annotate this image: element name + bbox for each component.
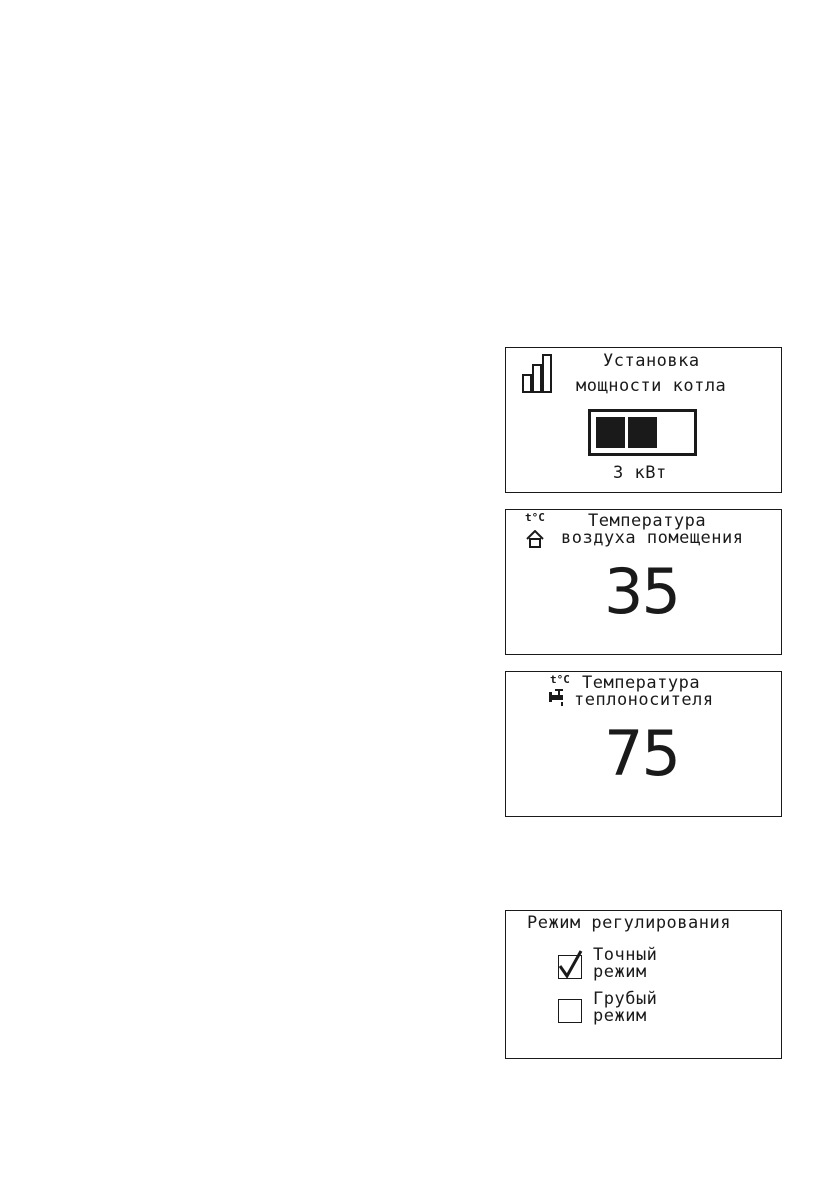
power-level-segment-1 xyxy=(596,417,625,448)
checkmark-icon xyxy=(558,949,584,979)
power-setting-screen xyxy=(505,347,782,493)
power-title-line2: мощности котла xyxy=(576,376,727,396)
coolant-title-line1: Температура xyxy=(582,673,701,693)
temperature-unit-label: t°C xyxy=(550,673,570,686)
power-value-label: 3 кВт xyxy=(613,463,667,483)
room-title-line1: Температура xyxy=(588,511,707,531)
house-icon xyxy=(525,530,545,548)
power-level-gauge xyxy=(588,409,697,456)
power-title-line1: Установка xyxy=(603,351,700,371)
room-title-line2: воздуха помещения xyxy=(561,528,744,548)
room-temperature-screen xyxy=(505,509,782,655)
power-level-segment-2 xyxy=(628,417,657,448)
coolant-temperature-screen xyxy=(505,671,782,817)
precise-mode-label-line2[interactable]: режим xyxy=(593,962,647,982)
tap-icon xyxy=(547,688,569,708)
room-temperature-value: 35 xyxy=(604,555,679,628)
coarse-mode-label-line1[interactable]: Грубый xyxy=(593,989,658,1009)
coarse-mode-checkbox[interactable] xyxy=(558,999,582,1023)
regulation-mode-screen xyxy=(505,910,782,1059)
precise-mode-checkbox[interactable] xyxy=(558,955,582,979)
coarse-mode-label-line2[interactable]: режим xyxy=(593,1006,647,1026)
precise-mode-label-line1[interactable]: Точный xyxy=(593,945,658,965)
coolant-title-line2: теплоносителя xyxy=(574,690,714,710)
temperature-unit-label: t°C xyxy=(525,511,545,524)
coolant-temperature-value: 75 xyxy=(604,717,679,790)
mode-title: Режим регулирования xyxy=(527,913,731,933)
power-bars-icon xyxy=(522,352,556,394)
